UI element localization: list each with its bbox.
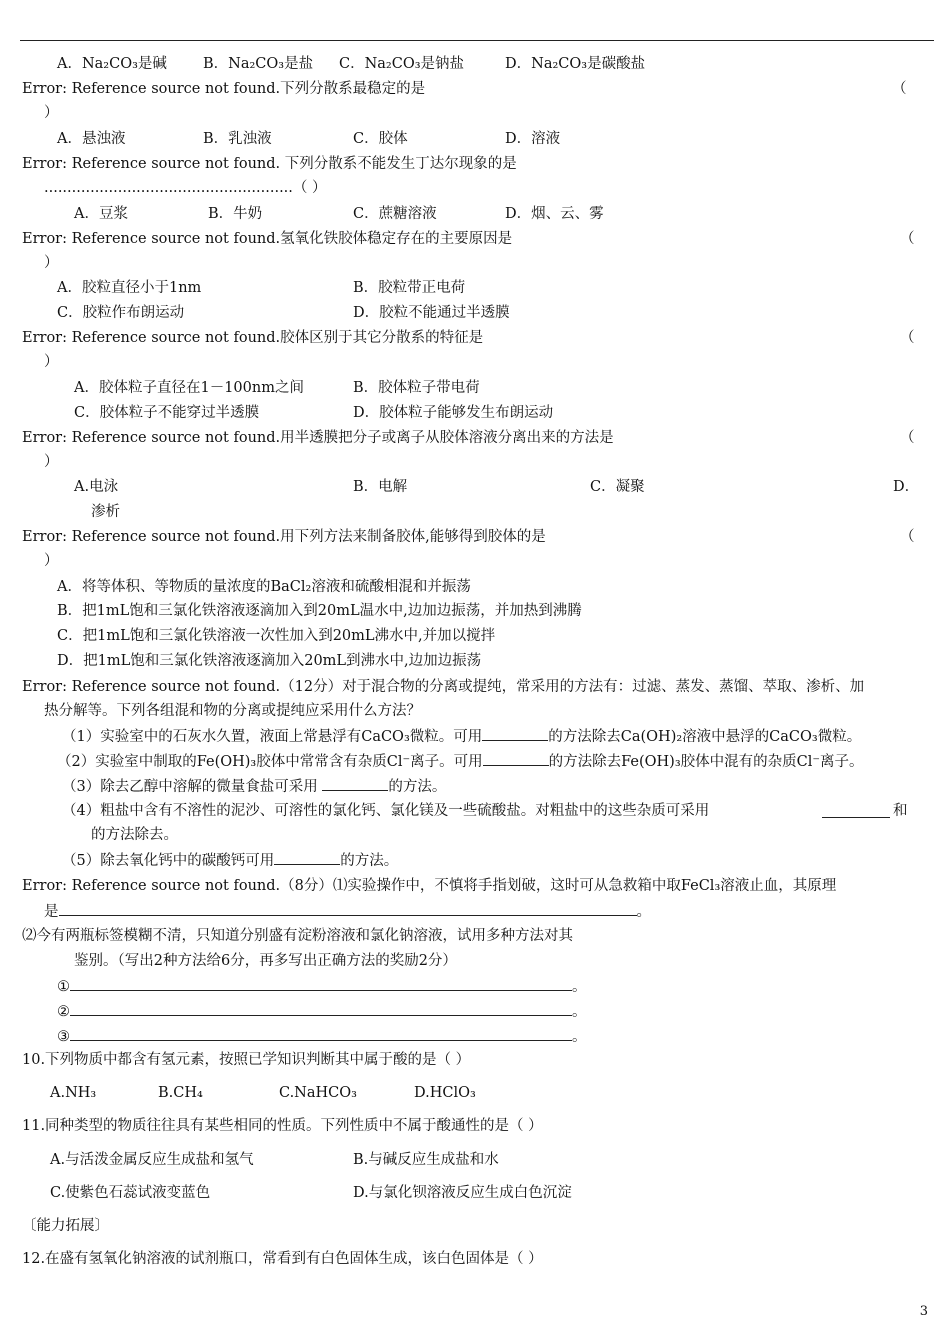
question-1: Error: Reference source not found.下列分散系最稳定的是	[22, 81, 426, 97]
option-a: A．Na₂CO₃是碱	[57, 56, 167, 72]
option-d-text: 渗析	[91, 504, 120, 520]
question-8: Error: Reference source not found.（8分）⑴实验操作中，不慎将手指划破，这时可从急救箱中取FeCl₃溶液止血，其原理	[22, 878, 837, 894]
answer-line: 是 。	[44, 901, 651, 922]
paren-close: ）	[44, 454, 59, 470]
option-a: A.与活泼金属反应生成盐和氢气	[50, 1152, 254, 1168]
question-8-part-2: ⑵今有两瓶标签模糊不清，只知道分别盛有淀粉溶液和氯化钠溶液，试用多种方法对其	[22, 928, 573, 944]
option-a: A.电泳	[74, 479, 119, 495]
option-c: C.NaHCO₃	[279, 1085, 357, 1101]
header-rule	[20, 40, 934, 41]
question-6: Error: Reference source not found.用下列方法来制备胶体,能够得到胶体的是	[22, 529, 546, 545]
option-c: C．胶体	[353, 131, 408, 147]
option-c: C．把1mL饱和三氯化铁溶液一次性加入到20mL沸水中,并加以搅拌	[57, 628, 496, 644]
option-b: B．牛奶	[208, 206, 263, 222]
option-d: D.与氯化钡溶液反应生成白色沉淀	[353, 1185, 572, 1201]
paren-close: ）	[44, 354, 59, 370]
option-b: B．电解	[353, 479, 408, 495]
option-d: D．溶液	[505, 131, 561, 147]
answer-blank[interactable]	[482, 726, 548, 741]
option-b: B．把1mL饱和三氯化铁溶液逐滴加入到20mL温水中,边加边振荡，并加热到沸腾	[57, 603, 582, 619]
option-a: A．胶粒直径小于1nm	[57, 280, 202, 296]
paren-close: ）	[44, 553, 59, 569]
question-12: 12.在盛有氢氧化钠溶液的试剂瓶口，常看到有白色固体生成，该白色固体是（ ）	[22, 1251, 543, 1267]
page-number: 3	[919, 1304, 928, 1319]
option-d: D．	[893, 479, 920, 495]
option-a: A．胶体粒子直径在1－100nm之间	[74, 380, 304, 396]
option-d: D．胶粒不能通过半透膜	[353, 305, 510, 321]
option-c: C．凝聚	[590, 479, 645, 495]
option-d: D.HClO₃	[414, 1085, 476, 1101]
question-10: 10.下列物质中都含有氢元素，按照已学知识判断其中属于酸的是（ ）	[22, 1052, 471, 1068]
sub-question-5: （5）除去氧化钙中的碳酸钙可用 的方法。	[62, 850, 398, 871]
sub-question-2: （2）实验室中制取的Fe(OH)₃胶体中常常含有杂质Cl⁻离子。可用 的方法除去Fe(OH)₃胶体中混有的杂质Cl⁻离子。	[57, 751, 864, 772]
sub-question-4: （4）粗盐中含有不溶性的泥沙、可溶性的氯化钙、氯化镁及一些硫酸盐。对粗盐中的这些杂质可采用	[62, 803, 710, 819]
option-b: B．胶体粒子带电荷	[353, 380, 480, 396]
paren-close: ）	[44, 105, 59, 121]
option-c: C．胶体粒子不能穿过半透膜	[74, 405, 260, 421]
answer-blank[interactable]	[274, 850, 340, 865]
answer-blank[interactable]	[70, 1001, 572, 1016]
question-7: Error: Reference source not found.（12分）对于混合物的分离或提纯，常采用的方法有：过滤、蒸发、蒸馏、萃取、渗析、加	[22, 679, 865, 695]
question-8-part-2-cont: 鉴别。（写出2种方法给6分，再多写出正确方法的奖励2分）	[74, 953, 457, 969]
question-4: Error: Reference source not found.胶体区别于其它分散系的特征是	[22, 330, 484, 346]
option-b: B．乳浊液	[203, 131, 272, 147]
option-c: C．蔗糖溶液	[353, 206, 437, 222]
answer-line-2: ② 。	[57, 1001, 587, 1022]
question-7-cont: 热分解等。下列各组混和物的分离或提纯应采用什么方法？	[44, 703, 421, 719]
option-d: D．把1mL饱和三氯化铁溶液逐滴加入20mL到沸水中,边加边振荡	[57, 653, 482, 669]
sub-question-1: （1）实验室中的石灰水久置，液面上常悬浮有CaCO₃微粒。可用 的方法除去Ca(OH)₂溶液中悬浮的CaCO₃微粒。	[62, 726, 861, 747]
paren-open: （	[900, 529, 915, 545]
sub-question-4-cont: 的方法除去。	[91, 827, 178, 843]
paren-open: （	[892, 81, 907, 97]
answer-blank[interactable]	[70, 1026, 572, 1041]
answer-blank[interactable]	[322, 776, 388, 791]
option-c: C．Na₂CO₃是钠盐	[339, 56, 465, 72]
option-b: B．Na₂CO₃是盐	[203, 56, 314, 72]
option-c: C．胶粒作布朗运动	[57, 305, 185, 321]
option-a: A．将等体积、等物质的量浓度的BaCl₂溶液和硫酸相混和并振荡	[57, 579, 471, 595]
option-d: D．烟、云、雾	[505, 206, 604, 222]
answer-blank[interactable]	[822, 803, 890, 818]
answer-line-3: ③ 。	[57, 1026, 587, 1047]
paren-open: （	[900, 330, 915, 346]
answer-blank[interactable]	[483, 751, 549, 766]
option-b: B.与碱反应生成盐和水	[353, 1152, 499, 1168]
question-5: Error: Reference source not found.用半透膜把分子或离子从胶体溶液分离出来的方法是	[22, 430, 614, 446]
option-b: B.CH₄	[158, 1085, 203, 1101]
answer-blank[interactable]	[70, 976, 572, 991]
answer-line-1: ① 。	[57, 976, 587, 997]
option-a: A．豆浆	[74, 206, 128, 222]
sub-question-4-and: 和	[893, 803, 908, 819]
question-2: Error: Reference source not found. 下列分散系不能发生丁达尔现象的是	[22, 156, 517, 172]
paren-open: （	[900, 231, 915, 247]
option-b: B．胶粒带正电荷	[353, 280, 466, 296]
dot-leader: ......................................................（ ）	[44, 180, 327, 196]
answer-blank[interactable]	[59, 901, 637, 916]
question-11: 11.同种类型的物质往往具有某些相同的性质。下列性质中不属于酸通性的是（ ）	[22, 1118, 543, 1134]
question-3: Error: Reference source not found.氢氧化铁胶体稳定存在的主要原因是	[22, 231, 513, 247]
option-a: A.NH₃	[50, 1085, 97, 1101]
sub-question-3: （3）除去乙醇中溶解的微量食盐可采用 的方法。	[62, 776, 446, 797]
option-d: D．Na₂CO₃是碳酸盐	[505, 56, 646, 72]
option-d: D．胶体粒子能够发生布朗运动	[353, 405, 554, 421]
option-c: C.使紫色石蕊试液变蓝色	[50, 1185, 211, 1201]
section-heading: 〔能力拓展〕	[22, 1218, 109, 1234]
paren-open: （	[900, 430, 915, 446]
option-a: A．悬浊液	[57, 131, 126, 147]
paren-close: ）	[44, 255, 59, 271]
